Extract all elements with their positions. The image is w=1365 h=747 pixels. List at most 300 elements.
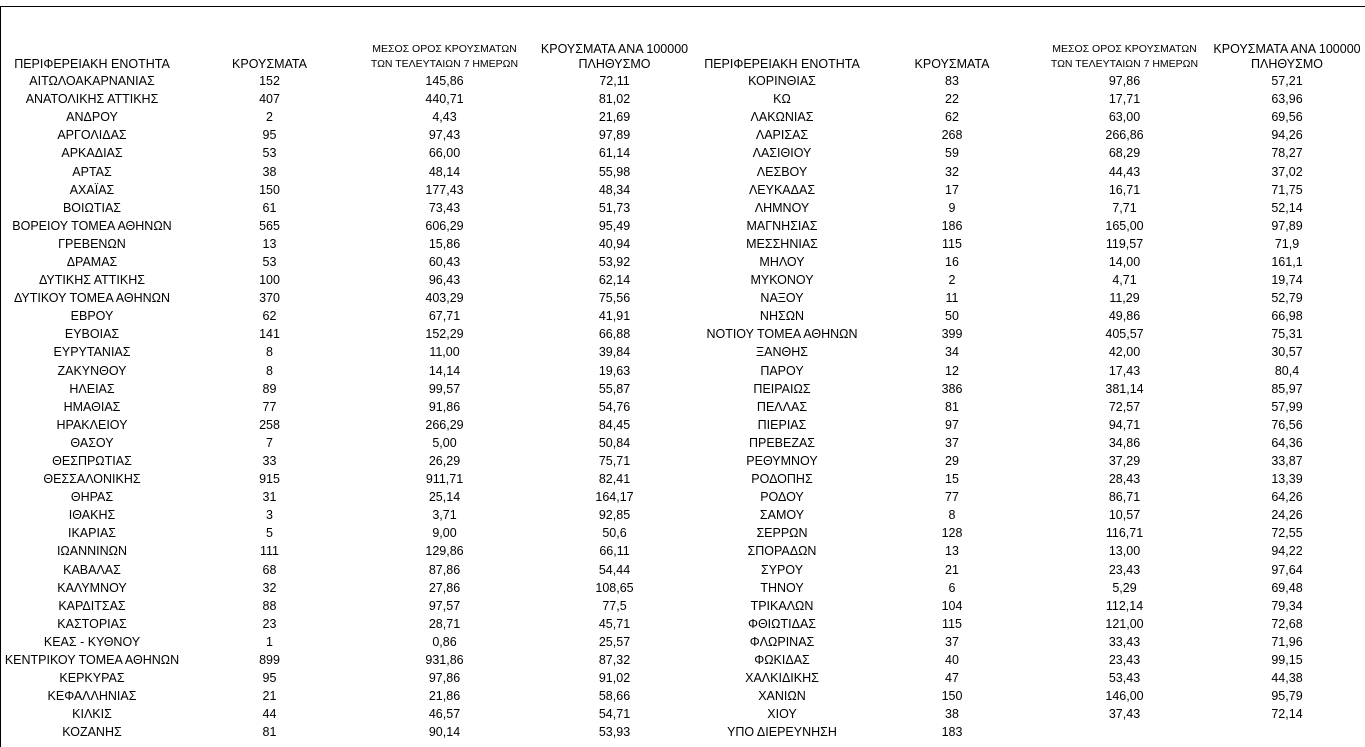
right-region-cell: ΚΩ	[773, 92, 791, 107]
left-region-cell: ΚΑΒΑΛΑΣ	[63, 562, 121, 577]
right-avg7-cell: 23,43	[1108, 653, 1141, 668]
right-avg7-cell: 94,71	[1108, 417, 1141, 432]
table-row	[2, 181, 1362, 199]
left-region-cell: ΚΕΝΤΡΙΚΟΥ ΤΟΜΕΑ ΑΘΗΝΩΝ	[4, 653, 180, 668]
right-avg7-cell: 68,29	[1108, 146, 1141, 161]
right-cases-cell: 12	[945, 363, 959, 378]
right-per100k-cell: 64,36	[1271, 435, 1303, 450]
right-per100k-cell: 13,39	[1271, 472, 1303, 487]
table-row	[2, 615, 1362, 633]
left-cases-cell: 100	[259, 273, 280, 288]
table-row	[2, 561, 1362, 579]
left-cases-cell: 53	[262, 146, 277, 161]
right-cases-cell: 104	[941, 598, 963, 613]
left-per100k-cell: 21,69	[598, 110, 631, 125]
right-cases-cell: 50	[945, 309, 959, 324]
right-per100k-cell: 44,38	[1271, 671, 1303, 686]
left-per100k-cell: 72,11	[599, 74, 630, 89]
right-region-cell: ΧΑΝΙΩΝ	[758, 689, 806, 704]
table-row	[2, 687, 1362, 705]
right-avg7-cell: 16,71	[1108, 182, 1141, 197]
table-row	[2, 380, 1362, 398]
right-avg7-cell: 86,71	[1108, 490, 1141, 505]
header-cases-left: ΚΡΟΥΣΜΑΤΑ	[232, 57, 307, 71]
left-cases-cell: 8	[266, 363, 273, 378]
right-region-cell: ΤΗΝΟΥ	[760, 580, 804, 595]
left-per100k-cell: 164,17	[595, 490, 634, 505]
right-per100k-cell: 37,02	[1271, 164, 1303, 179]
left-per100k-cell: 92,85	[598, 508, 631, 523]
right-per100k-cell: 72,68	[1271, 616, 1303, 631]
left-avg7-cell: 3,71	[432, 508, 457, 523]
table-row	[2, 579, 1362, 597]
header-avg7-line1: ΜΕΣΟΣ ΟΡΟΣ ΚΡΟΥΣΜΑΤΩΝ	[1052, 43, 1197, 55]
right-avg7-cell: 381,14	[1105, 381, 1144, 396]
table-row	[2, 633, 1362, 651]
left-region-cell: ΗΡΑΚΛΕΙΟΥ	[56, 417, 128, 432]
left-avg7-cell: 25,14	[428, 490, 461, 505]
left-avg7-cell: 440,71	[425, 92, 464, 107]
left-per100k-cell: 40,94	[598, 236, 631, 251]
right-per100k-cell: 72,14	[1271, 707, 1303, 722]
left-avg7-cell: 145,86	[425, 74, 464, 89]
header-avg7-right	[1037, 38, 1212, 72]
right-avg7-cell: 13,00	[1108, 544, 1141, 559]
left-cases-cell: 152	[259, 74, 280, 89]
table-row	[2, 398, 1362, 416]
right-per100k-cell: 33,87	[1271, 454, 1303, 469]
right-cases-cell: 268	[941, 128, 963, 143]
right-per100k-cell: 30,57	[1271, 345, 1303, 360]
left-avg7-cell: 90,14	[428, 725, 461, 740]
left-avg7-cell: 28,71	[428, 616, 461, 631]
right-region-cell: ΥΠΟ ΔΙΕΡΕΥΝΗΣΗ	[727, 725, 837, 740]
header-region-right: ΠΕΡΙΦΕΡΕΙΑΚΗ ΕΝΟΤΗΤΑ	[704, 57, 860, 71]
left-region-cell: ΕΒΡΟΥ	[70, 309, 114, 324]
left-avg7-cell: 66,00	[428, 146, 461, 161]
left-region-cell: ΑΝΑΤΟΛΙΚΗΣ ΑΤΤΙΚΗΣ	[25, 92, 159, 107]
table-row	[2, 343, 1362, 361]
right-avg7-cell: 10,57	[1108, 508, 1141, 523]
left-cases-cell: 68	[262, 562, 277, 577]
right-cases-cell: 8	[948, 508, 956, 523]
right-avg7-cell: 112,14	[1105, 598, 1144, 613]
left-cases-cell: 5	[266, 526, 273, 541]
right-avg7-cell: 23,43	[1108, 562, 1141, 577]
right-per100k-cell: 52,79	[1271, 291, 1303, 306]
header-avg7-line2: ΤΩΝ ΤΕΛΕΥΤΑΙΩΝ 7 ΗΜΕΡΩΝ	[370, 58, 519, 70]
left-avg7-cell: 931,86	[425, 653, 464, 668]
right-per100k-cell: 78,27	[1271, 146, 1303, 161]
table-row	[2, 126, 1362, 144]
left-per100k-cell: 108,65	[595, 580, 634, 595]
right-cases-cell: 59	[945, 146, 959, 161]
left-region-cell: ΘΗΡΑΣ	[70, 490, 114, 505]
right-region-cell: ΣΠΟΡΑΔΩΝ	[747, 544, 817, 559]
left-cases-cell: 258	[259, 417, 280, 432]
left-cases-cell: 33	[262, 454, 277, 469]
left-avg7-cell: 5,00	[432, 435, 457, 450]
left-cases-cell: 3	[266, 508, 273, 523]
right-avg7-cell: 17,71	[1108, 92, 1141, 107]
left-per100k-cell: 55,87	[598, 381, 631, 396]
right-per100k-cell: 99,15	[1271, 653, 1303, 668]
left-cases-cell: 1	[266, 634, 273, 649]
table-row	[2, 597, 1362, 615]
left-per100k-cell: 19,63	[598, 363, 631, 378]
left-per100k-cell: 66,11	[599, 544, 630, 559]
table-row	[2, 506, 1362, 524]
left-per100k-cell: 97,89	[598, 128, 631, 143]
left-avg7-cell: 403,29	[425, 291, 464, 306]
left-region-cell: ΚΕΦΑΛΛΗΝΙΑΣ	[47, 689, 137, 704]
table-row	[2, 416, 1362, 434]
left-avg7-cell: 46,57	[428, 707, 461, 722]
header-avg7-line2: ΤΩΝ ΤΕΛΕΥΤΑΙΩΝ 7 ΗΜΕΡΩΝ	[1050, 58, 1199, 70]
right-region-cell: ΛΑΡΙΣΑΣ	[755, 128, 809, 143]
left-region-cell: ΚΙΛΚΙΣ	[72, 707, 112, 722]
right-per100k-cell: 72,55	[1271, 526, 1303, 541]
left-region-cell: ΘΑΣΟΥ	[70, 435, 114, 450]
left-region-cell: ΑΧΑΪΑΣ	[69, 182, 115, 197]
right-cases-cell: 83	[945, 74, 959, 89]
right-cases-cell: 38	[945, 707, 959, 722]
right-region-cell: ΦΘΙΩΤΙΔΑΣ	[747, 616, 817, 631]
right-per100k-cell: 57,21	[1271, 74, 1303, 89]
right-avg7-cell: 121,00	[1105, 616, 1144, 631]
left-avg7-cell: 48,14	[428, 164, 461, 179]
left-per100k-cell: 54,44	[598, 562, 631, 577]
right-avg7-cell: 4,71	[1112, 273, 1137, 288]
left-cases-cell: 38	[262, 164, 277, 179]
left-per100k-cell: 48,34	[598, 182, 631, 197]
table-row	[2, 108, 1362, 126]
left-region-cell: ΕΥΡΥΤΑΝΙΑΣ	[53, 345, 131, 360]
left-cases-cell: 95	[262, 671, 277, 686]
left-region-cell: ΖΑΚΥΝΘΟΥ	[57, 363, 127, 378]
right-cases-cell: 17	[945, 182, 959, 197]
left-cases-cell: 95	[262, 128, 277, 143]
right-per100k-cell: 69,48	[1271, 580, 1303, 595]
left-cases-cell: 31	[262, 490, 277, 505]
left-avg7-cell: 129,86	[425, 544, 464, 559]
right-per100k-cell: 57,99	[1271, 399, 1303, 414]
left-region-cell: ΑΡΓΟΛΙΔΑΣ	[57, 128, 127, 143]
left-per100k-cell: 54,76	[598, 399, 631, 414]
right-per100k-cell: 69,56	[1271, 110, 1303, 125]
table-row	[2, 651, 1362, 669]
right-per100k-cell: 71,9	[1274, 236, 1300, 251]
right-per100k-cell: 24,26	[1271, 508, 1303, 523]
left-cases-cell: 407	[259, 92, 280, 107]
right-cases-cell: 115	[942, 236, 962, 251]
table-row	[2, 452, 1362, 470]
right-cases-cell: 128	[941, 526, 963, 541]
right-cases-cell: 2	[948, 273, 956, 288]
right-cases-cell: 29	[945, 454, 959, 469]
right-region-cell: ΠΕΛΛΑΣ	[756, 399, 808, 414]
right-region-cell: ΡΕΘΥΜΝΟΥ	[746, 454, 818, 469]
right-avg7-cell: 34,86	[1108, 435, 1141, 450]
right-cases-cell: 21	[945, 562, 959, 577]
left-region-cell: ΙΚΑΡΙΑΣ	[67, 526, 117, 541]
left-cases-cell: 62	[262, 309, 277, 324]
right-per100k-cell: 94,22	[1271, 544, 1303, 559]
left-avg7-cell: 11,00	[429, 345, 460, 360]
right-cases-cell: 11	[945, 291, 959, 306]
left-per100k-cell: 95,49	[598, 218, 631, 233]
header-per100k-right	[1212, 38, 1362, 72]
left-region-cell: ΓΡΕΒΕΝΩΝ	[58, 236, 126, 251]
left-region-cell: ΚΟΖΑΝΗΣ	[62, 725, 122, 740]
left-per100k-cell: 39,84	[598, 345, 631, 360]
table-row	[2, 217, 1362, 235]
header-per100k-line2: ΠΛΗΘΥΣΜΟ	[1251, 57, 1323, 71]
right-per100k-cell: 76,56	[1271, 417, 1303, 432]
left-cases-cell: 8	[266, 345, 273, 360]
left-region-cell: ΙΘΑΚΗΣ	[68, 508, 116, 523]
right-per100k-cell: 71,75	[1271, 182, 1303, 197]
left-avg7-cell: 4,43	[432, 110, 457, 125]
table-row	[2, 271, 1362, 289]
left-per100k-cell: 91,02	[598, 671, 631, 686]
left-cases-cell: 88	[262, 598, 277, 613]
right-region-cell: ΤΡΙΚΑΛΩΝ	[750, 598, 814, 613]
right-region-cell: ΛΗΜΝΟΥ	[754, 200, 810, 215]
left-cases-cell: 565	[259, 218, 280, 233]
right-region-cell: ΣΕΡΡΩΝ	[756, 526, 808, 541]
left-cases-cell: 370	[259, 291, 280, 306]
left-avg7-cell: 73,43	[428, 200, 461, 215]
right-region-cell: ΣΑΜΟΥ	[759, 508, 805, 523]
right-avg7-cell: 17,43	[1108, 363, 1141, 378]
right-per100k-cell: 75,31	[1271, 327, 1303, 342]
left-per100k-cell: 54,71	[598, 707, 631, 722]
right-region-cell: ΜΑΓΝΗΣΙΑΣ	[746, 218, 818, 233]
right-cases-cell: 399	[941, 327, 963, 342]
left-per100k-cell: 66,88	[598, 327, 631, 342]
left-avg7-cell: 177,43	[425, 182, 464, 197]
left-per100k-cell: 53,92	[598, 254, 631, 269]
right-cases-cell: 62	[945, 110, 959, 125]
right-per100k-cell: 66,98	[1271, 309, 1303, 324]
table-row	[2, 90, 1362, 108]
header-row	[2, 38, 1362, 72]
table-row	[2, 162, 1362, 180]
left-avg7-cell: 266,29	[425, 417, 464, 432]
right-region-cell: ΦΛΩΡΙΝΑΣ	[749, 634, 815, 649]
right-region-cell: ΣΥΡΟΥ	[760, 562, 804, 577]
right-per100k-cell: 85,97	[1271, 381, 1303, 396]
right-cases-cell: 40	[945, 653, 959, 668]
right-cases-cell: 77	[945, 490, 959, 505]
right-avg7-cell: 28,43	[1108, 472, 1141, 487]
left-cases-cell: 61	[262, 200, 277, 215]
right-avg7-cell: 266,86	[1105, 128, 1144, 143]
left-per100k-cell: 50,84	[598, 435, 631, 450]
left-cases-cell: 21	[262, 689, 277, 704]
right-region-cell: ΝΟΤΙΟΥ ΤΟΜΕΑ ΑΘΗΝΩΝ	[706, 327, 858, 342]
left-region-cell: ΗΜΑΘΙΑΣ	[63, 399, 121, 414]
left-region-cell: ΚΑΛΥΜΝΟΥ	[57, 580, 127, 595]
right-avg7-cell: 405,57	[1105, 327, 1144, 342]
right-per100k-cell: 52,14	[1271, 200, 1303, 215]
right-avg7-cell: 53,43	[1108, 671, 1141, 686]
table-row	[2, 253, 1362, 271]
right-per100k-cell: 95,79	[1271, 689, 1303, 704]
left-cases-cell: 13	[262, 236, 277, 251]
left-per100k-cell: 84,45	[598, 417, 631, 432]
left-avg7-cell: 152,29	[425, 327, 464, 342]
left-region-cell: ΚΕΑΣ - ΚΥΘΝΟΥ	[43, 634, 141, 649]
right-region-cell: ΠΑΡΟΥ	[760, 363, 804, 378]
header-avg7-line1: ΜΕΣΟΣ ΟΡΟΣ ΚΡΟΥΣΜΑΤΩΝ	[372, 43, 517, 55]
left-cases-cell: 89	[262, 381, 277, 396]
left-region-cell: ΕΥΒΟΙΑΣ	[64, 327, 120, 342]
right-avg7-cell: 44,43	[1108, 164, 1141, 179]
left-region-cell: ΒΟΡΕΙΟΥ ΤΟΜΕΑ ΑΘΗΝΩΝ	[12, 218, 172, 233]
right-per100k-cell: 80,4	[1274, 363, 1300, 378]
left-avg7-cell: 67,71	[428, 309, 461, 324]
right-per100k-cell: 71,96	[1271, 634, 1303, 649]
header-per100k-left	[532, 38, 697, 72]
right-cases-cell: 32	[945, 164, 959, 179]
right-per100k-cell	[1212, 723, 1362, 741]
left-region-cell: ΑΡΚΑΔΙΑΣ	[61, 146, 123, 161]
table-body	[2, 72, 1362, 741]
left-region-cell: ΑΝΔΡΟΥ	[66, 110, 118, 125]
right-region-cell: ΜΕΣΣΗΝΙΑΣ	[746, 236, 818, 251]
left-cases-cell: 77	[262, 399, 277, 414]
table-row	[2, 325, 1362, 343]
right-per100k-cell: 97,89	[1271, 218, 1303, 233]
left-per100k-cell: 82,41	[598, 472, 631, 487]
left-per100k-cell: 55,98	[598, 164, 631, 179]
left-per100k-cell: 41,91	[598, 309, 631, 324]
left-avg7-cell: 911,71	[425, 472, 464, 487]
right-per100k-cell: 161,1	[1271, 254, 1303, 269]
left-region-cell: ΒΟΙΩΤΙΑΣ	[62, 200, 122, 215]
covid-cases-table	[2, 38, 1362, 741]
left-region-cell: ΘΕΣΣΑΛΟΝΙΚΗΣ	[43, 472, 141, 487]
header-region-left: ΠΕΡΙΦΕΡΕΙΑΚΗ ΕΝΟΤΗΤΑ	[14, 57, 170, 71]
right-avg7-cell: 146,00	[1105, 689, 1144, 704]
right-avg7-cell	[1037, 723, 1212, 741]
left-per100k-cell: 51,73	[598, 200, 631, 215]
right-avg7-cell: 37,43	[1108, 707, 1141, 722]
right-avg7-cell: 14,00	[1108, 254, 1141, 269]
left-avg7-cell: 87,86	[428, 562, 461, 577]
right-per100k-cell: 97,64	[1271, 562, 1303, 577]
right-region-cell: ΛΕΣΒΟΥ	[756, 164, 808, 179]
left-per100k-cell: 50,6	[602, 526, 627, 541]
table-row	[2, 488, 1362, 506]
right-cases-cell: 97	[945, 417, 959, 432]
left-avg7-cell: 99,57	[428, 381, 461, 396]
left-border-line	[0, 6, 1, 747]
table-row	[2, 434, 1362, 452]
left-region-cell: ΗΛΕΙΑΣ	[69, 381, 115, 396]
table-row	[2, 542, 1362, 560]
left-cases-cell: 141	[259, 327, 280, 342]
header-per100k-line1: ΚΡΟΥΣΜΑΤΑ ΑΝΑ 100000	[1213, 42, 1361, 56]
left-avg7-cell: 14,14	[428, 363, 461, 378]
right-region-cell: ΛΕΥΚΑΔΑΣ	[748, 182, 816, 197]
left-region-cell: ΘΕΣΠΡΩΤΙΑΣ	[52, 454, 132, 469]
left-cases-cell: 32	[262, 580, 277, 595]
top-border-line	[0, 6, 1365, 7]
left-region-cell: ΚΑΡΔΙΤΣΑΣ	[58, 598, 126, 613]
right-avg7-cell: 42,00	[1108, 345, 1141, 360]
right-cases-cell: 6	[948, 580, 956, 595]
left-region-cell: ΔΥΤΙΚΟΥ ΤΟΜΕΑ ΑΘΗΝΩΝ	[13, 291, 171, 306]
right-region-cell: ΠΡΕΒΕΖΑΣ	[748, 435, 816, 450]
left-region-cell: ΑΙΤΩΛΟΑΚΑΡΝΑΝΙΑΣ	[29, 74, 155, 89]
left-avg7-cell: 97,57	[428, 598, 461, 613]
right-region-cell: ΡΟΔΟΠΗΣ	[751, 472, 813, 487]
right-cases-cell: 386	[941, 381, 963, 396]
left-avg7-cell: 91,86	[428, 399, 461, 414]
right-cases-cell: 37	[945, 634, 959, 649]
left-avg7-cell: 15,86	[428, 236, 461, 251]
left-per100k-cell: 62,14	[598, 273, 631, 288]
left-per100k-cell: 75,56	[598, 291, 631, 306]
left-avg7-cell: 21,86	[428, 689, 461, 704]
right-avg7-cell: 5,29	[1112, 580, 1137, 595]
right-avg7-cell: 11,29	[1109, 291, 1140, 306]
right-avg7-cell: 33,43	[1108, 634, 1141, 649]
left-per100k-cell: 75,71	[598, 454, 631, 469]
right-avg7-cell: 49,86	[1108, 309, 1141, 324]
right-avg7-cell: 119,57	[1105, 236, 1144, 251]
left-per100k-cell: 45,71	[598, 616, 631, 631]
left-cases-cell: 81	[262, 725, 277, 740]
right-region-cell: ΜΥΚΟΝΟΥ	[750, 273, 814, 288]
table-row	[2, 723, 1362, 741]
left-per100k-cell: 25,57	[598, 634, 631, 649]
left-per100k-cell: 61,14	[598, 146, 631, 161]
right-cases-cell: 183	[941, 725, 963, 740]
right-region-cell: ΝΗΣΩΝ	[759, 309, 805, 324]
table-row	[2, 144, 1362, 162]
left-per100k-cell: 53,93	[598, 725, 631, 740]
left-region-cell: ΔΥΤΙΚΗΣ ΑΤΤΙΚΗΣ	[39, 273, 145, 288]
header-avg7-left	[357, 38, 532, 72]
table-row	[2, 289, 1362, 307]
right-cases-cell: 186	[941, 218, 963, 233]
table-row	[2, 524, 1362, 542]
right-avg7-cell: 97,86	[1108, 74, 1141, 89]
right-cases-cell: 22	[945, 92, 959, 107]
right-cases-cell: 37	[945, 435, 959, 450]
right-region-cell: ΜΗΛΟΥ	[759, 254, 805, 269]
table-row	[2, 669, 1362, 687]
right-region-cell: ΧΑΛΚΙΔΙΚΗΣ	[745, 671, 819, 686]
left-per100k-cell: 58,66	[598, 689, 631, 704]
left-avg7-cell: 27,86	[428, 580, 461, 595]
right-region-cell: ΛΑΚΩΝΙΑΣ	[750, 110, 814, 125]
left-region-cell: ΚΑΣΤΟΡΙΑΣ	[57, 616, 127, 631]
right-per100k-cell: 63,96	[1271, 92, 1303, 107]
left-region-cell: ΑΡΤΑΣ	[72, 164, 112, 179]
left-per100k-cell: 77,5	[602, 598, 627, 613]
right-avg7-cell: 165,00	[1105, 218, 1144, 233]
left-avg7-cell: 606,29	[425, 218, 464, 233]
table-row	[2, 199, 1362, 217]
right-cases-cell: 16	[945, 254, 959, 269]
left-per100k-cell: 81,02	[598, 92, 631, 107]
left-avg7-cell: 0,86	[432, 634, 457, 649]
